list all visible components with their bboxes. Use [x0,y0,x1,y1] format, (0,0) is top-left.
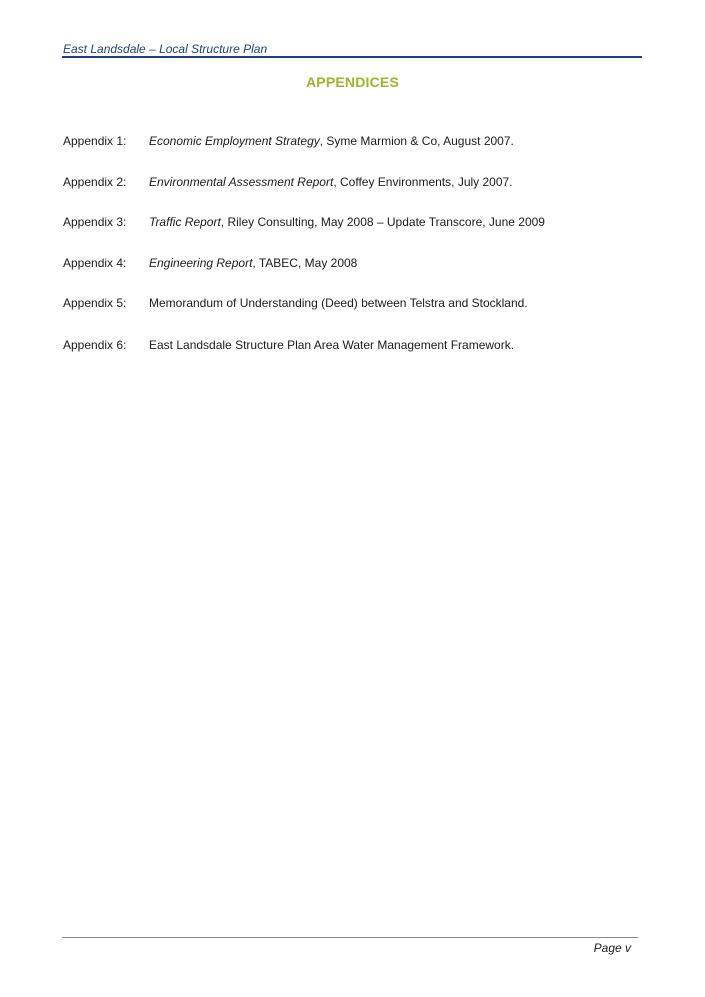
document-header-title: East Landsdale – Local Structure Plan [63,42,268,56]
appendix-label: Appendix 4: [63,256,127,270]
appendix-details: Memorandum of Understanding (Deed) between Telstra and Stockland. [149,296,528,310]
appendix-description [149,338,514,352]
appendix-description [149,215,545,229]
appendix-title-italic: Economic Employment Strategy [149,134,320,148]
appendix-label: Appendix 3: [63,215,127,229]
appendix-label: Appendix 2: [63,175,127,189]
appendix-title-italic: Engineering Report [149,256,253,270]
page-number: Page v [593,941,631,955]
footer-divider [62,937,638,938]
appendix-details: , Coffey Environments, July 2007. [333,175,513,189]
appendix-description [149,296,528,310]
appendix-label: Appendix 5: [63,296,127,310]
page-title: APPENDICES [305,74,400,90]
appendix-details: , TABEC, May 2008 [252,256,358,270]
appendix-details: , Syme Marmion & Co, August 2007. [319,134,514,148]
appendix-title-italic: Traffic Report [149,215,221,229]
appendix-label: Appendix 1: [63,134,127,148]
appendix-details: East Landsdale Structure Plan Area Water Management Framework. [149,338,515,352]
appendix-description [149,134,514,148]
appendix-description [149,175,513,189]
header-divider [62,56,642,58]
appendix-details: , Riley Consulting, May 2008 – Update Transcore, June 2009 [220,215,545,229]
appendix-title-italic: Environmental Assessment Report [149,175,334,189]
appendix-description [149,256,357,270]
appendix-label: Appendix 6: [63,338,127,352]
